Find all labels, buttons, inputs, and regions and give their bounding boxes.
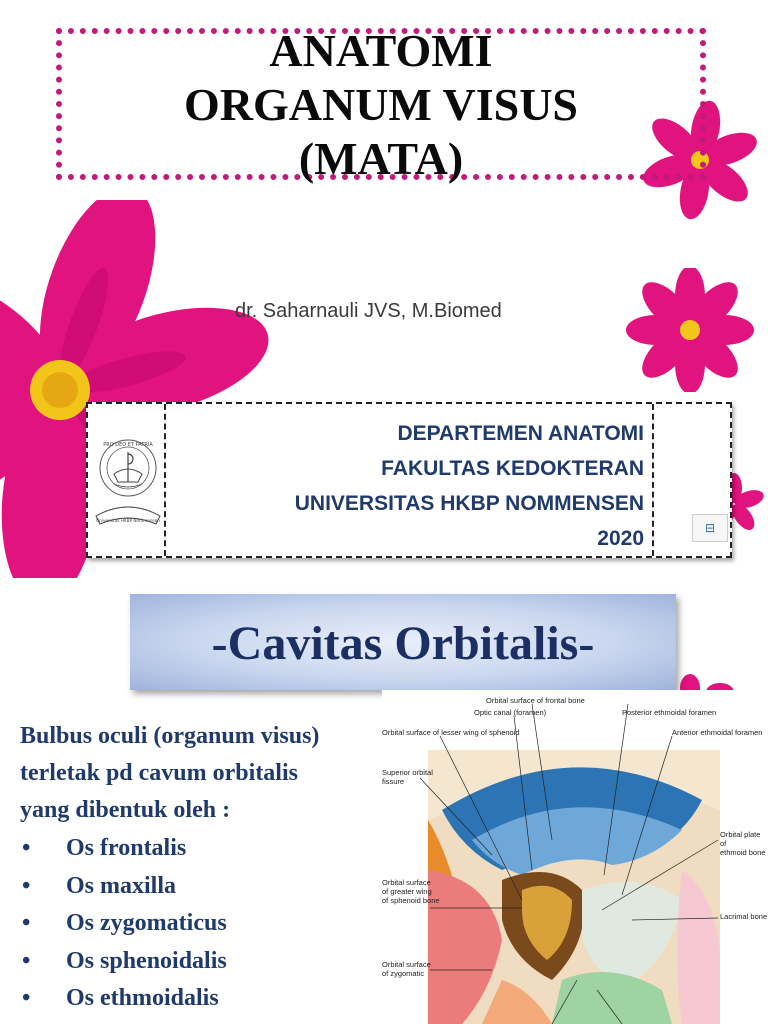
bullet-marker: • <box>22 872 31 899</box>
bone-name: Os frontalis <box>66 835 187 861</box>
author-name: dr. Saharnauli JVS, M.Biomed <box>235 300 502 322</box>
bone-name: Os sphenoidalis <box>66 947 227 974</box>
title-line-1: ANATOMI <box>269 25 493 76</box>
pink-flower-right-decoration <box>626 268 754 392</box>
figure-label-line: fissure <box>382 777 405 786</box>
department-text <box>295 416 644 556</box>
figure-label-line: Orbital surface <box>382 878 431 887</box>
bullet-marker: • <box>22 910 31 936</box>
intro-line-2: terletak pd cavum orbitalis <box>20 760 298 786</box>
embedded-object-icon[interactable]: ⊟ <box>692 514 728 542</box>
content-slide <box>0 584 768 1024</box>
figure-label-line: of sphenoid bone <box>382 896 440 905</box>
logo-motto: PRO DEO ET PATRIA <box>103 442 153 448</box>
bone-name: Os zygomaticus <box>66 910 227 936</box>
orbit-illustration <box>382 690 768 1024</box>
figure-label <box>720 830 768 857</box>
department-line-3: UNIVERSITAS HKBP NOMMENSEN <box>294 492 644 515</box>
intro-line-3: yang dibentuk oleh : <box>20 797 231 823</box>
figure-label: Posterior ethmoidal foramen <box>622 708 717 717</box>
bullet-marker: • <box>22 835 31 861</box>
figure-label-line: ethmoid bone <box>720 848 766 857</box>
list-item <box>20 868 227 906</box>
figure-label-line: Orbital plate of <box>720 830 761 848</box>
orbit-anatomy-figure <box>382 690 768 1024</box>
figure-label: Anterior ethmoidal foramen <box>672 728 763 737</box>
divider-right <box>652 404 654 556</box>
bone-list <box>20 830 227 1018</box>
university-logo <box>92 416 162 536</box>
department-line-4: 2020 <box>597 527 644 550</box>
title-line-2: ORGANUM VISUS <box>183 79 579 130</box>
figure-label: Orbital surface of lesser wing of sphenoid <box>382 728 520 737</box>
figure-label: Lacrimal bone <box>720 912 768 921</box>
slide-title <box>56 24 706 186</box>
list-item <box>20 905 227 943</box>
bullet-marker: • <box>22 985 31 1011</box>
figure-label-line: of greater wing <box>382 887 432 896</box>
figure-label: Orbital surface of frontal bone <box>486 696 585 705</box>
bone-name: Os maxilla <box>66 872 177 899</box>
figure-label <box>382 878 440 905</box>
list-item <box>20 980 227 1018</box>
figure-label: Optic canal (foramen) <box>474 708 547 717</box>
intro-text <box>20 718 420 829</box>
list-item <box>20 830 227 868</box>
figure-label <box>382 960 431 978</box>
bullet-marker: • <box>22 947 31 974</box>
figure-label-line: Orbital surface <box>382 960 431 969</box>
list-item <box>20 943 227 981</box>
figure-label-line: of zygomatic <box>382 969 425 978</box>
intro-line-1: Bulbus oculi (organum visus) <box>20 723 320 749</box>
figure-label <box>382 768 433 786</box>
logo-caption: Universitas HKBP Nommensen <box>96 518 160 523</box>
figure-label-line: Superior orbital <box>382 768 433 777</box>
department-line-1: DEPARTEMEN ANATOMI <box>397 422 644 445</box>
title-line-3: (MATA) <box>298 133 464 184</box>
bone-name: Os ethmoidalis <box>66 985 219 1011</box>
department-line-2: FAKULTAS KEDOKTERAN <box>381 457 644 480</box>
divider-left <box>164 404 166 556</box>
slide-2-title: -Cavitas Orbitalis- <box>211 617 595 670</box>
department-box <box>86 402 732 558</box>
